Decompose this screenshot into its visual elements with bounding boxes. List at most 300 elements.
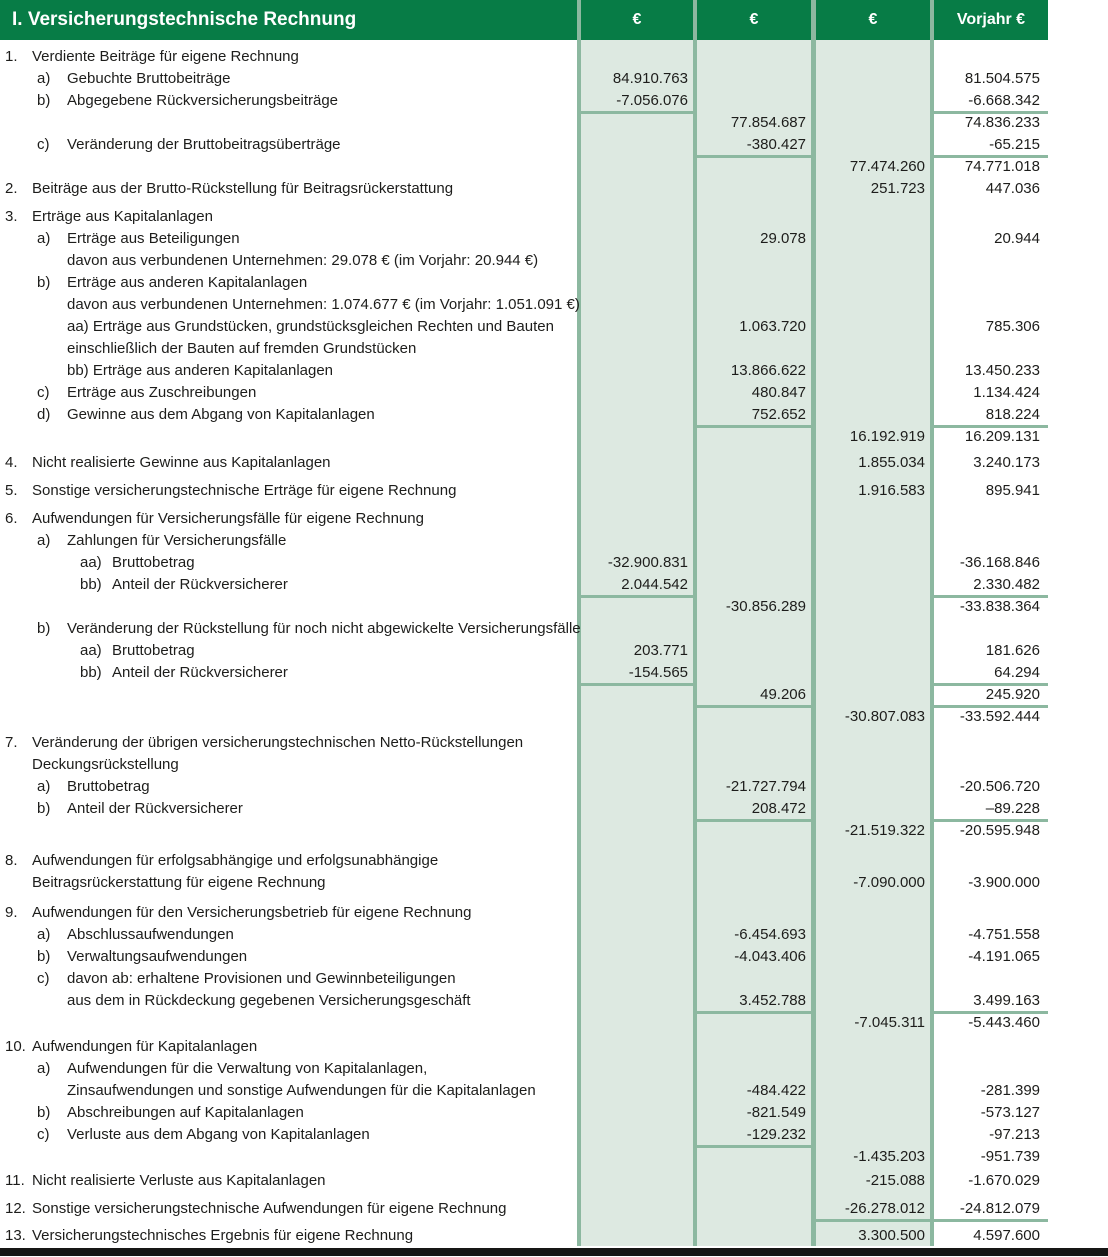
table-row: [0, 946, 1108, 968]
value-col2: [693, 706, 811, 728]
table-row: [0, 1146, 1108, 1168]
value-col3: [811, 68, 930, 90]
row-number: 10.: [5, 1038, 26, 1055]
value-col3: [811, 338, 930, 360]
value-col3: 251.723: [870, 180, 925, 197]
table-row: [0, 1080, 1108, 1102]
value-col4: 447.036: [985, 180, 1040, 197]
value-col3: [811, 574, 930, 596]
row-label: aa) Bruttobetrag: [0, 552, 577, 574]
value-col4: 13.450.233: [964, 362, 1040, 379]
value-col4: [930, 46, 1048, 68]
value-col4: -4.191.065: [968, 948, 1040, 965]
value-col2: 77.854.687: [730, 114, 806, 131]
row-label: a) Erträge aus Beteiligungen: [0, 228, 577, 250]
value-col2: [693, 1058, 811, 1080]
row-number: a): [37, 230, 51, 247]
row-label: [0, 426, 577, 448]
value-col3: [811, 206, 930, 228]
row-label: b) Veränderung der Rückstellung für noch nicht abgewickelte Versicherungsfälle: [0, 618, 577, 640]
column-header-euro-2: €: [697, 0, 811, 40]
value-col4: 3.499.163: [973, 992, 1040, 1009]
value-col4: -573.127: [980, 1104, 1040, 1121]
row-number: c): [37, 970, 50, 987]
value-col1: [577, 902, 693, 924]
table-row: [0, 640, 1108, 662]
value-col2: [693, 552, 811, 574]
value-col1: 203.771: [633, 642, 688, 659]
value-col1: [577, 382, 693, 404]
row-label: Deckungsrückstellung: [32, 756, 179, 773]
value-col1: [577, 732, 693, 754]
value-col2: -129.232: [746, 1126, 806, 1143]
table-row: [0, 360, 1108, 382]
value-col1: [577, 508, 693, 530]
value-col1: -7.056.076: [616, 92, 688, 109]
value-col4: [930, 294, 1048, 316]
value-col3: -215.088: [865, 1172, 925, 1189]
value-col3: -7.045.311: [854, 1014, 925, 1031]
value-col4: -65.215: [989, 136, 1040, 153]
table-row: [0, 990, 1108, 1012]
value-col3: [811, 902, 930, 924]
value-col4: 181.626: [985, 642, 1040, 659]
value-col3: [811, 134, 930, 156]
row-label: a) Zahlungen für Versicherungsfälle: [0, 530, 577, 552]
row-label: davon aus verbundenen Unternehmen: 1.074.677 € (im Vorjahr: 1.051.091 €): [67, 296, 580, 313]
value-col4: -20.506.720: [959, 778, 1040, 795]
table-row: [0, 1170, 1108, 1192]
value-col2: [693, 250, 811, 272]
table-row: [0, 732, 1108, 754]
value-col1: [577, 206, 693, 228]
row-number: 6.: [5, 510, 18, 527]
value-col2: [693, 850, 811, 872]
table-row: [0, 1102, 1108, 1124]
value-col3: [811, 850, 930, 872]
value-col4: [930, 968, 1048, 990]
row-label: b) Anteil der Rückversicherer: [0, 798, 577, 820]
row-number: 11.: [5, 1172, 25, 1189]
value-col2: -484.422: [746, 1082, 806, 1099]
value-col1: [577, 798, 693, 820]
value-col4: [930, 902, 1048, 924]
value-col4: 16.209.131: [964, 428, 1040, 445]
value-col3: [811, 1058, 930, 1080]
row-label: 11. Nicht realisierte Verluste aus Kapitalanlagen: [0, 1170, 577, 1192]
table-row: [0, 1198, 1108, 1220]
value-col2: [693, 820, 811, 842]
row-number: a): [37, 70, 51, 87]
value-col2: [693, 662, 811, 684]
value-col1: [577, 1124, 693, 1146]
row-number: aa): [80, 554, 102, 571]
table-row: [0, 820, 1108, 842]
table-row: [0, 90, 1108, 112]
table-row: [0, 1124, 1108, 1146]
table-row: [0, 530, 1108, 552]
value-col4: 895.941: [985, 482, 1040, 499]
value-col4: [930, 250, 1048, 272]
value-col2: 480.847: [751, 384, 806, 401]
row-number: 7.: [5, 734, 18, 751]
value-col1: [577, 990, 693, 1012]
row-label: d) Gewinne aus dem Abgang von Kapitalanlagen: [0, 404, 577, 426]
value-col1: [577, 178, 693, 200]
value-col1: [577, 968, 693, 990]
value-col3: -7.090.000: [853, 874, 925, 891]
row-label: b) Abschreibungen auf Kapitalanlagen: [0, 1102, 577, 1124]
value-col1: [577, 872, 693, 894]
row-number: 12.: [5, 1200, 26, 1217]
row-number: 9.: [5, 904, 18, 921]
row-number: aa): [80, 642, 102, 659]
value-col1: [577, 360, 693, 382]
value-col2: [693, 338, 811, 360]
row-label: c) Verluste aus dem Abgang von Kapitalanlagen: [0, 1124, 577, 1146]
value-col1: [577, 684, 693, 706]
value-col3: [811, 1102, 930, 1124]
value-col2: 3.452.788: [739, 992, 806, 1009]
value-col3: 1.855.034: [858, 454, 925, 471]
row-label: davon aus verbundenen Unternehmen: 29.078 € (im Vorjahr: 20.944 €): [67, 252, 539, 269]
value-col4: 4.597.600: [973, 1227, 1040, 1244]
value-col3: [811, 640, 930, 662]
value-col2: [693, 294, 811, 316]
value-col2: [693, 68, 811, 90]
row-number: d): [37, 406, 51, 423]
row-label: 6. Aufwendungen für Versicherungsfälle für eigene Rechnung: [0, 508, 577, 530]
value-col4: [930, 850, 1048, 872]
table-row: [0, 404, 1108, 426]
value-col3: [811, 1036, 930, 1058]
value-col1: [577, 850, 693, 872]
table-row: [0, 452, 1108, 474]
row-label: b) Verwaltungsaufwendungen: [0, 946, 577, 968]
value-col2: 1.063.720: [739, 318, 806, 335]
table-row: [0, 112, 1108, 134]
value-col3: [811, 404, 930, 426]
value-col2: [693, 968, 811, 990]
row-label: [0, 1012, 577, 1034]
row-label: 9. Aufwendungen für den Versicherungsbetrieb für eigene Rechnung: [0, 902, 577, 924]
value-col2: [693, 272, 811, 294]
table-body: [0, 40, 1108, 1247]
table-row: [0, 574, 1108, 596]
value-col1: 2.044.542: [621, 576, 688, 593]
value-col1: [577, 250, 693, 272]
value-col3: 77.474.260: [849, 158, 925, 175]
row-label: 3. Erträge aus Kapitalanlagen: [0, 206, 577, 228]
row-number: a): [37, 778, 51, 795]
value-col3: -21.519.322: [844, 822, 925, 839]
value-col3: [811, 596, 930, 618]
value-col2: [693, 530, 811, 552]
value-col2: [693, 754, 811, 776]
value-col4: [930, 754, 1048, 776]
value-col2: -21.727.794: [725, 778, 806, 795]
value-col2: [693, 46, 811, 68]
table-row: [0, 924, 1108, 946]
value-col3: [811, 968, 930, 990]
value-col4: -33.838.364: [959, 598, 1040, 615]
value-col4: [930, 732, 1048, 754]
row-number: 13.: [5, 1227, 26, 1244]
table-row: [0, 1036, 1108, 1058]
value-col1: -32.900.831: [607, 554, 688, 571]
header-spacer: [1048, 0, 1108, 40]
value-col4: -3.900.000: [968, 874, 1040, 891]
table-row: [0, 968, 1108, 990]
value-col3: [811, 732, 930, 754]
table-row: [0, 178, 1108, 200]
value-col2: 13.866.622: [730, 362, 806, 379]
value-col4: 2.330.482: [973, 576, 1040, 593]
value-col2: [693, 872, 811, 894]
value-col2: -380.427: [746, 136, 806, 153]
row-number: b): [37, 92, 51, 109]
value-col3: [811, 294, 930, 316]
value-col2: -4.043.406: [734, 948, 806, 965]
value-col4: [930, 1036, 1048, 1058]
value-col2: [693, 508, 811, 530]
table-row: [0, 156, 1108, 178]
value-col1: [577, 1170, 693, 1192]
value-col1: [577, 480, 693, 502]
table-row: [0, 68, 1108, 90]
row-number: b): [37, 274, 51, 291]
row-label: [0, 596, 577, 618]
value-col1: [577, 452, 693, 474]
row-label: 5. Sonstige versicherungstechnische Erträge für eigene Rechnung: [0, 480, 577, 502]
value-col2: 49.206: [760, 686, 806, 703]
value-col3: [811, 1124, 930, 1146]
row-label: 1. Verdiente Beiträge für eigene Rechnung: [0, 46, 577, 68]
row-number: a): [37, 532, 51, 549]
row-label: a) Abschlussaufwendungen: [0, 924, 577, 946]
table-row: [0, 338, 1108, 360]
value-col4: -5.443.460: [968, 1014, 1040, 1031]
row-label: 7. Veränderung der übrigen versicherungstechnischen Netto-Rückstellungen: [0, 732, 577, 754]
table-row: [0, 662, 1108, 684]
value-col4: [930, 272, 1048, 294]
column-header-euro-3: €: [816, 0, 930, 40]
row-label: aa) Bruttobetrag: [0, 640, 577, 662]
value-col4: [930, 1058, 1048, 1080]
row-number: a): [37, 1060, 51, 1077]
value-col2: [693, 1170, 811, 1192]
row-number: 1.: [5, 48, 18, 65]
row-number: b): [37, 1104, 51, 1121]
row-number: c): [37, 384, 50, 401]
column-header-euro-1: €: [581, 0, 693, 40]
value-col1: [577, 820, 693, 842]
value-col4: 81.504.575: [964, 70, 1040, 87]
value-col3: 1.916.583: [858, 482, 925, 499]
value-col2: [693, 732, 811, 754]
value-col2: [693, 178, 811, 200]
table-row: [0, 776, 1108, 798]
table-row: [0, 902, 1108, 924]
value-col1: [577, 596, 693, 618]
value-col3: [811, 360, 930, 382]
row-number: 2.: [5, 180, 18, 197]
table-row: [0, 134, 1108, 156]
table-row: [0, 618, 1108, 640]
value-col4: [930, 618, 1048, 640]
row-label: c) Erträge aus Zuschreibungen: [0, 382, 577, 404]
row-number: bb): [80, 576, 102, 593]
value-col3: [811, 798, 930, 820]
table-row: [0, 1225, 1108, 1247]
value-col2: -6.454.693: [734, 926, 806, 943]
value-col3: [811, 382, 930, 404]
value-col3: [811, 112, 930, 134]
bottom-rule-bar: [0, 1248, 1108, 1256]
value-col1: [577, 134, 693, 156]
value-col2: [693, 1012, 811, 1034]
value-col3: [811, 508, 930, 530]
value-col3: [811, 316, 930, 338]
value-col1: [577, 404, 693, 426]
value-col4: 1.134.424: [973, 384, 1040, 401]
row-label: aa) Erträge aus Grundstücken, grundstücksgleichen Rechten und Bauten: [67, 318, 554, 335]
value-col3: -26.278.012: [844, 1200, 925, 1217]
value-col2: [693, 1198, 811, 1220]
row-label: b) Erträge aus anderen Kapitalanlagen: [0, 272, 577, 294]
value-col4: 818.224: [985, 406, 1040, 423]
value-col4: 64.294: [994, 664, 1040, 681]
value-col1: -154.565: [628, 664, 688, 681]
value-col2: -821.549: [746, 1104, 806, 1121]
value-col2: [693, 206, 811, 228]
value-col2: -30.856.289: [725, 598, 806, 615]
row-label: 13. Versicherungstechnisches Ergebnis für eigene Rechnung: [0, 1225, 577, 1247]
value-col4: 20.944: [994, 230, 1040, 247]
row-label: a) Bruttobetrag: [0, 776, 577, 798]
value-col2: [693, 156, 811, 178]
value-col1: [577, 706, 693, 728]
value-col3: [811, 272, 930, 294]
value-col3: [811, 250, 930, 272]
row-number: 4.: [5, 454, 18, 471]
value-col1: [577, 1058, 693, 1080]
value-col1: [577, 272, 693, 294]
value-col4: 74.836.233: [964, 114, 1040, 131]
row-number: c): [37, 1126, 50, 1143]
table-row: [0, 684, 1108, 706]
value-col4: -36.168.846: [959, 554, 1040, 571]
table-row: [0, 316, 1108, 338]
table-row: [0, 206, 1108, 228]
value-col3: [811, 228, 930, 250]
value-col4: -1.670.029: [968, 1172, 1040, 1189]
value-col1: [577, 338, 693, 360]
value-col1: [577, 530, 693, 552]
row-label: c) Veränderung der Bruttobeitragsüberträge: [0, 134, 577, 156]
value-col3: [811, 754, 930, 776]
row-label: [0, 706, 577, 728]
table-row: [0, 228, 1108, 250]
value-col1: [577, 46, 693, 68]
value-col4: -4.751.558: [968, 926, 1040, 943]
value-col4: -6.668.342: [968, 92, 1040, 109]
value-col3: -1.435.203: [853, 1148, 925, 1165]
value-col4: [930, 206, 1048, 228]
value-col2: [693, 618, 811, 640]
value-col1: [577, 1146, 693, 1168]
row-label: aus dem in Rückdeckung gegebenen Versicherungsgeschäft: [67, 992, 471, 1009]
table-row: [0, 272, 1108, 294]
row-label: 12. Sonstige versicherungstechnische Aufwendungen für eigene Rechnung: [0, 1198, 577, 1220]
sum-rule-c34: [811, 1219, 1048, 1222]
value-col3: [811, 684, 930, 706]
row-number: 5.: [5, 482, 18, 499]
row-number: bb): [80, 664, 102, 681]
value-col1: [577, 156, 693, 178]
table-row: [0, 294, 1108, 316]
value-col4: -24.812.079: [959, 1200, 1040, 1217]
table-row: [0, 382, 1108, 404]
table-row: [0, 850, 1108, 872]
row-label: bb) Anteil der Rückversicherer: [0, 662, 577, 684]
value-col1: [577, 1080, 693, 1102]
value-col2: 208.472: [751, 800, 806, 817]
value-col1: [577, 776, 693, 798]
value-col1: [577, 1012, 693, 1034]
row-number: c): [37, 136, 50, 153]
value-col1: 84.910.763: [612, 70, 688, 87]
row-label: [0, 156, 577, 178]
row-label: c) davon ab: erhaltene Provisionen und Gewinnbeteiligungen: [0, 968, 577, 990]
row-label: 4. Nicht realisierte Gewinne aus Kapitalanlagen: [0, 452, 577, 474]
value-col2: [693, 1036, 811, 1058]
value-col3: [811, 776, 930, 798]
value-col2: [693, 480, 811, 502]
value-col1: [577, 1198, 693, 1220]
value-col1: [577, 618, 693, 640]
table-row: [0, 596, 1108, 618]
row-label: bb) Erträge aus anderen Kapitalanlagen: [67, 362, 334, 379]
value-col3: [811, 90, 930, 112]
value-col1: [577, 946, 693, 968]
row-label: 10. Aufwendungen für Kapitalanlagen: [0, 1036, 577, 1058]
row-number: 8.: [5, 852, 18, 869]
row-label: Zinsaufwendungen und sonstige Aufwendungen für die Kapitalanlagen: [67, 1082, 536, 1099]
row-label: Beitragsrückerstattung für eigene Rechnung: [32, 874, 326, 891]
table-row: [0, 46, 1108, 68]
value-col4: 3.240.173: [973, 454, 1040, 471]
value-col1: [577, 924, 693, 946]
row-number: b): [37, 948, 51, 965]
table-row: [0, 426, 1108, 448]
value-col1: [577, 754, 693, 776]
value-col2: [693, 902, 811, 924]
value-col1: [577, 1036, 693, 1058]
value-col2: 29.078: [760, 230, 806, 247]
value-col1: [577, 426, 693, 448]
value-col1: [577, 1102, 693, 1124]
value-col4: [930, 508, 1048, 530]
table-row: [0, 508, 1108, 530]
row-label: [0, 112, 577, 134]
row-number: a): [37, 926, 51, 943]
value-col1: [577, 228, 693, 250]
table-row: [0, 1012, 1108, 1034]
value-col3: [811, 530, 930, 552]
value-col3: [811, 46, 930, 68]
value-col3: 16.192.919: [849, 428, 925, 445]
